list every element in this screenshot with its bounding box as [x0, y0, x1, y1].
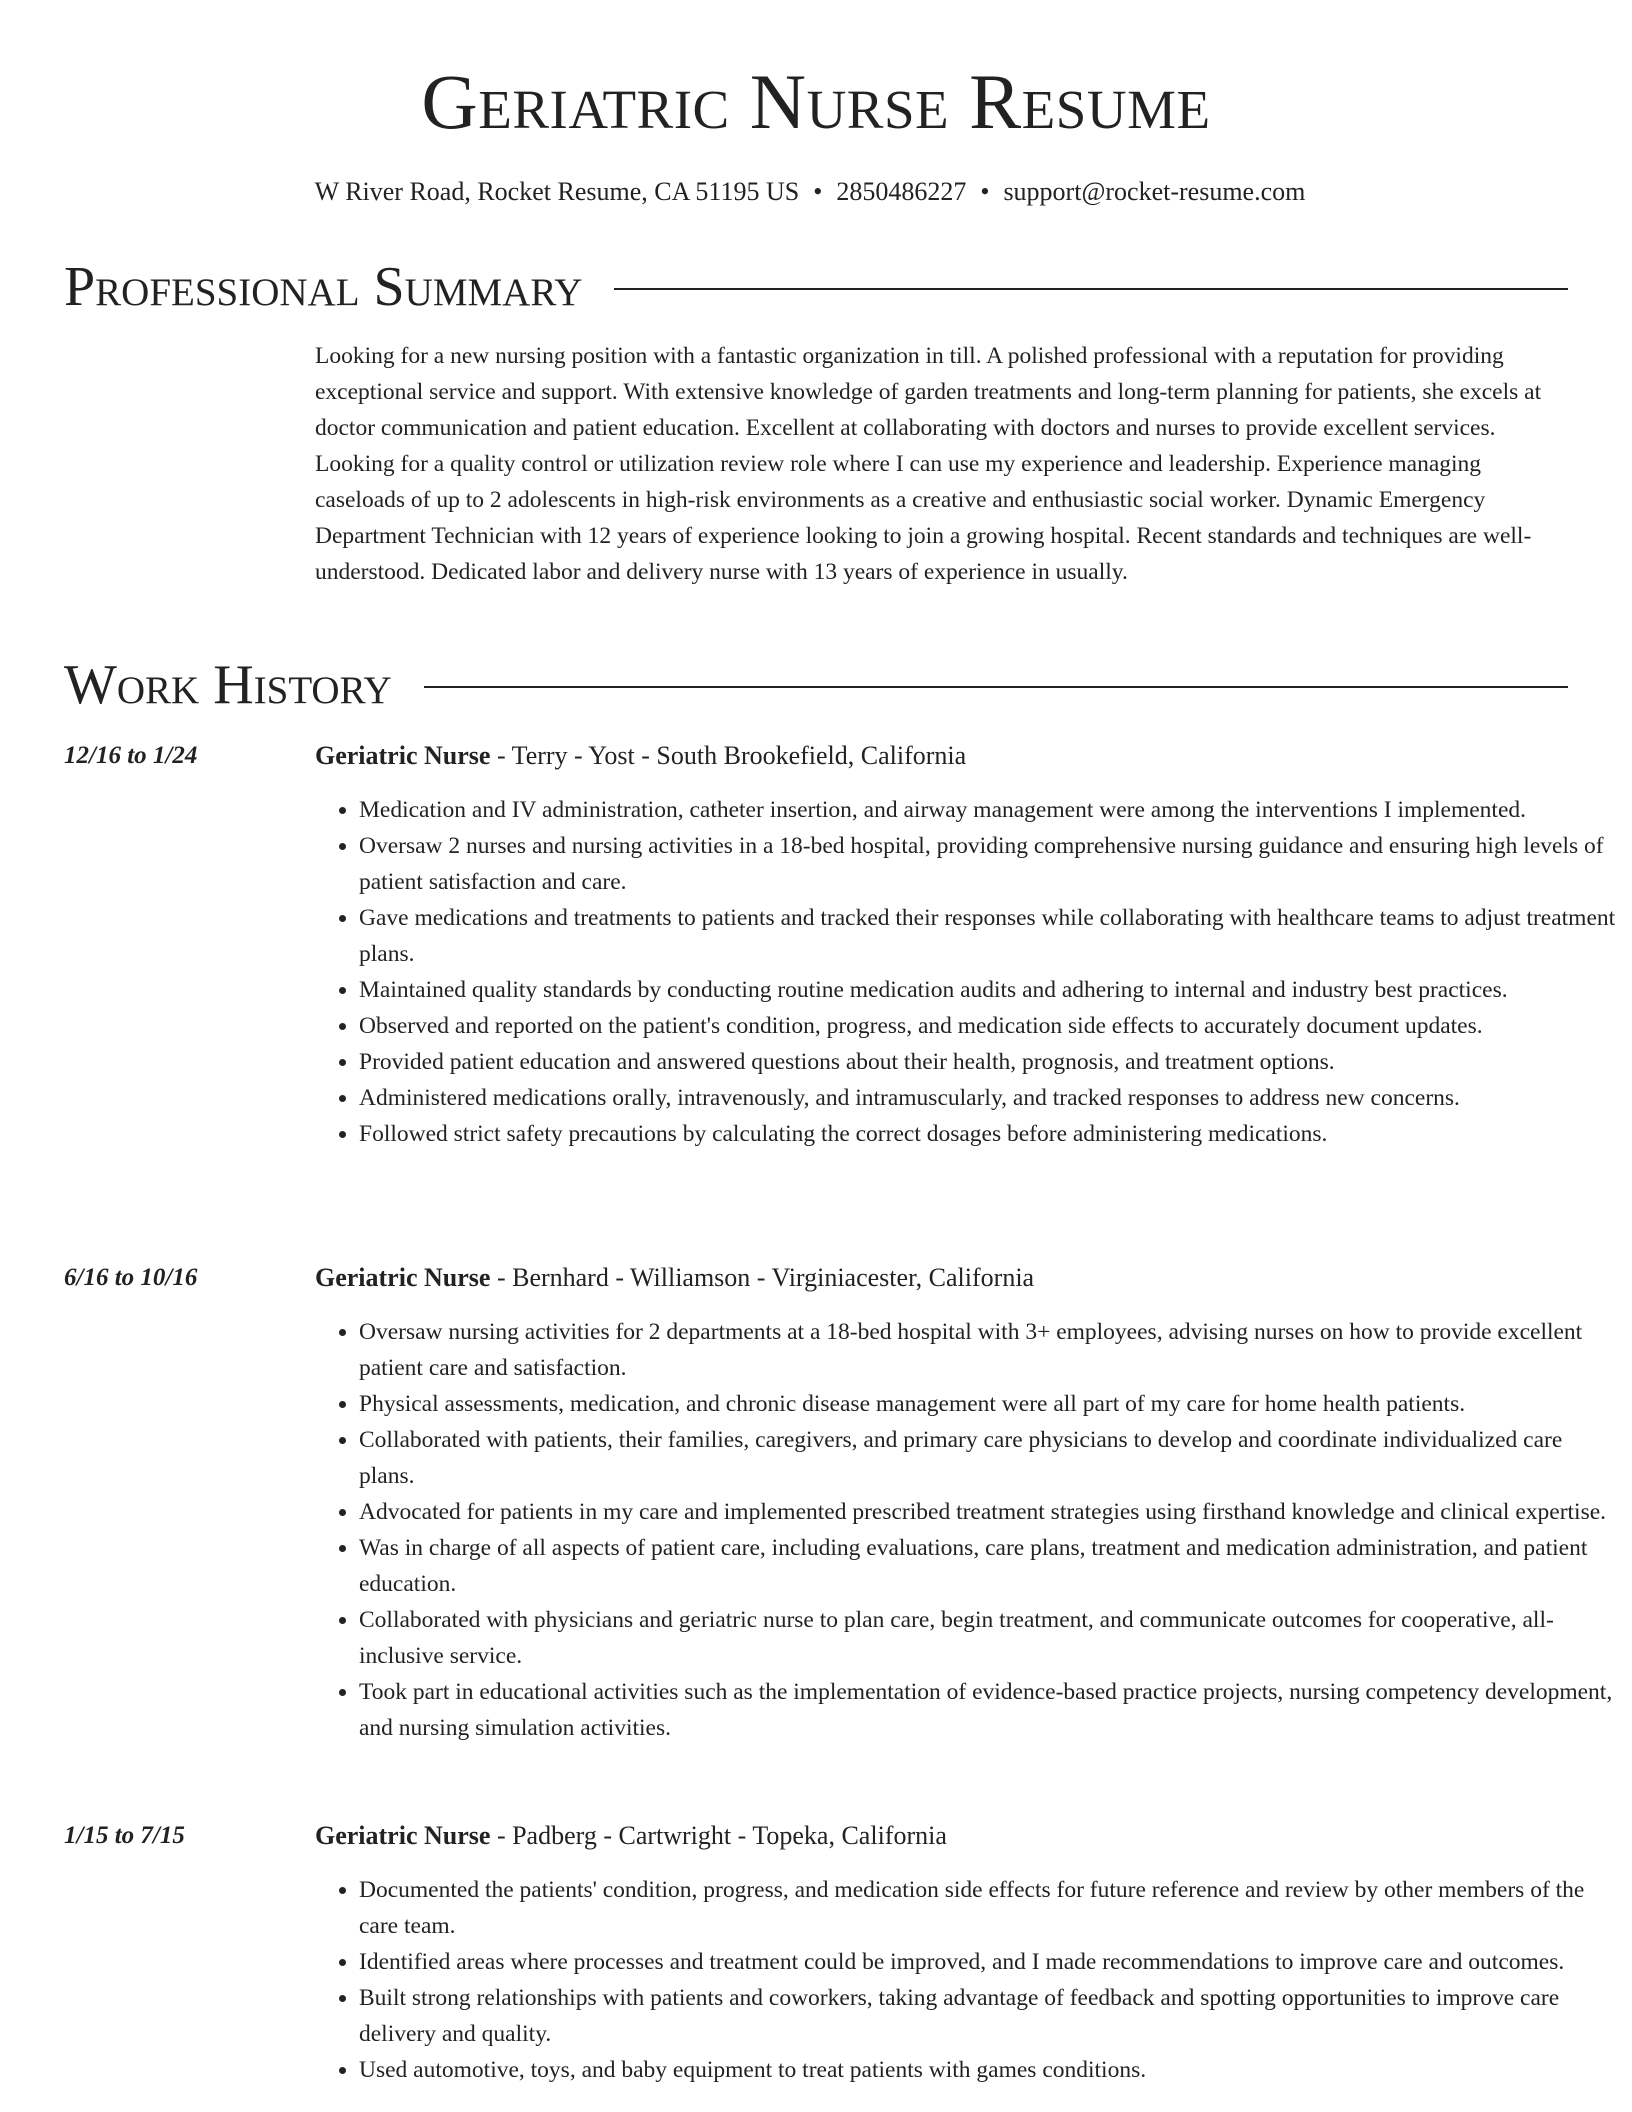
job-bullet: • Built strong relationships with patients and coworkers, taking advantage of feedback and spotting opportunities to improve care delivery and quality.	[359, 1980, 1621, 2052]
job-title: Geriatric Nurse	[315, 1263, 491, 1292]
resume-title: Geriatric Nurse Resume	[421, 58, 1211, 145]
work-history-section-header	[64, 650, 1568, 720]
contact-separator: •	[980, 177, 990, 206]
job-bullet: • Oversaw 2 nurses and nursing activities in a 18-bed hospital, providing comprehensive nursing guidance and ensuring high levels of patient satisfaction and care.	[359, 828, 1621, 900]
job-bullet: • Gave medications and treatments to patients and tracked their responses while collaborating with healthcare teams to adjust treatment plans.	[359, 900, 1621, 972]
job-bullet: • Maintained quality standards by conducting routine medication audits and adhering to internal and industry best practices.	[359, 972, 1621, 1008]
contact-separator: •	[813, 177, 823, 206]
section-divider	[614, 288, 1568, 290]
summary-text: Looking for a new nursing position with a fantastic organization in till. A polished professional with a reputation for providing exceptional service and support. With extensive knowledge of garden treatments and long-term planning for patients, she excels at doctor communication and patient education. Excellent at collaborating with doctors and nurses to provide excellent services. Looking for a quality control or utilization review role where I can use my experience and leadership. Experience managing caseloads of up to 2 adolescents in high-risk environments as a creative and enthusiastic social worker. Dynamic Emergency Department Technician with 12 years of experience looking to join a growing hospital. Recent standards and techniques are well-understood. Dedicated labor and delivery nurse with 13 years of experience in usually.	[315, 343, 1542, 585]
job-bullet: • Administered medications orally, intravenously, and intramuscularly, and tracked responses to address new concerns.	[359, 1080, 1621, 1116]
contact-address: W River Road, Rocket Resume, CA 51195 US	[314, 177, 800, 206]
job-dates: 12/16 to 1/24	[64, 742, 198, 769]
job-heading	[315, 1818, 947, 1854]
job-bullets	[315, 792, 1621, 1152]
work-history-heading: Work History	[64, 654, 392, 716]
job-bullet: • Documented the patients' condition, progress, and medication side effects for future reference and review by other members of the care team.	[359, 1872, 1621, 1944]
job-bullet: • Advocated for patients in my care and implemented prescribed treatment strategies using firsthand knowledge and clinical expertise.	[359, 1494, 1621, 1530]
job-employer-location: - Terry - Yost - South Brookefield, California	[490, 741, 967, 770]
section-divider	[424, 686, 1568, 688]
job-employer-location: - Padberg - Cartwright - Topeka, California	[490, 1821, 947, 1850]
job-heading	[315, 1260, 1034, 1296]
job-bullets	[315, 1314, 1621, 1746]
job-dates: 6/16 to 10/16	[64, 1264, 198, 1291]
job-bullet: • Was in charge of all aspects of patient care, including evaluations, care plans, treatment and medication administration, and patient education.	[359, 1530, 1621, 1602]
job-dates: 1/15 to 7/15	[64, 1822, 185, 1849]
job-bullet: • Collaborated with physicians and geriatric nurse to plan care, begin treatment, and communicate outcomes for cooperative, all-inclusive service.	[359, 1602, 1621, 1674]
contact-phone: 2850486227	[836, 177, 967, 206]
job-bullet: • Oversaw nursing activities for 2 departments at a 18-bed hospital with 3+ employees, advising nurses on how to provide excellent patient care and satisfaction.	[359, 1314, 1621, 1386]
job-employer-location: - Bernhard - Williamson - Virginiacester, California	[490, 1263, 1035, 1292]
summary-section-header	[64, 252, 1568, 322]
job-bullet: • Observed and reported on the patient's condition, progress, and medication side effects to accurately document updates.	[359, 1008, 1621, 1044]
job-heading	[315, 738, 966, 774]
summary-heading: Professional Summary	[64, 256, 583, 318]
job-bullet: • Used automotive, toys, and baby equipment to treat patients with games conditions.	[359, 2052, 1621, 2088]
contact-line	[0, 174, 1620, 210]
job-title: Geriatric Nurse	[315, 741, 491, 770]
job-bullet: • Collaborated with patients, their families, caregivers, and primary care physicians to develop and coordinate individualized care plans.	[359, 1422, 1621, 1494]
contact-email: support@rocket-resume.com	[1003, 177, 1306, 206]
job-bullet: • Medication and IV administration, catheter insertion, and airway management were among the interventions I implemented.	[359, 792, 1621, 828]
job-bullet: • Took part in educational activities such as the implementation of evidence-based practice projects, nursing competency development, and nursing simulation activities.	[359, 1674, 1621, 1746]
job-bullet: • Followed strict safety precautions by calculating the correct dosages before administering medications.	[359, 1116, 1621, 1152]
job-title: Geriatric Nurse	[315, 1821, 491, 1850]
job-bullets	[315, 1872, 1621, 2088]
job-bullet: • Physical assessments, medication, and chronic disease management were all part of my care for home health patients.	[359, 1386, 1621, 1422]
job-bullet: • Provided patient education and answered questions about their health, prognosis, and treatment options.	[359, 1044, 1621, 1080]
job-bullet: • Identified areas where processes and treatment could be improved, and I made recommendations to improve care and outcomes.	[359, 1944, 1621, 1980]
